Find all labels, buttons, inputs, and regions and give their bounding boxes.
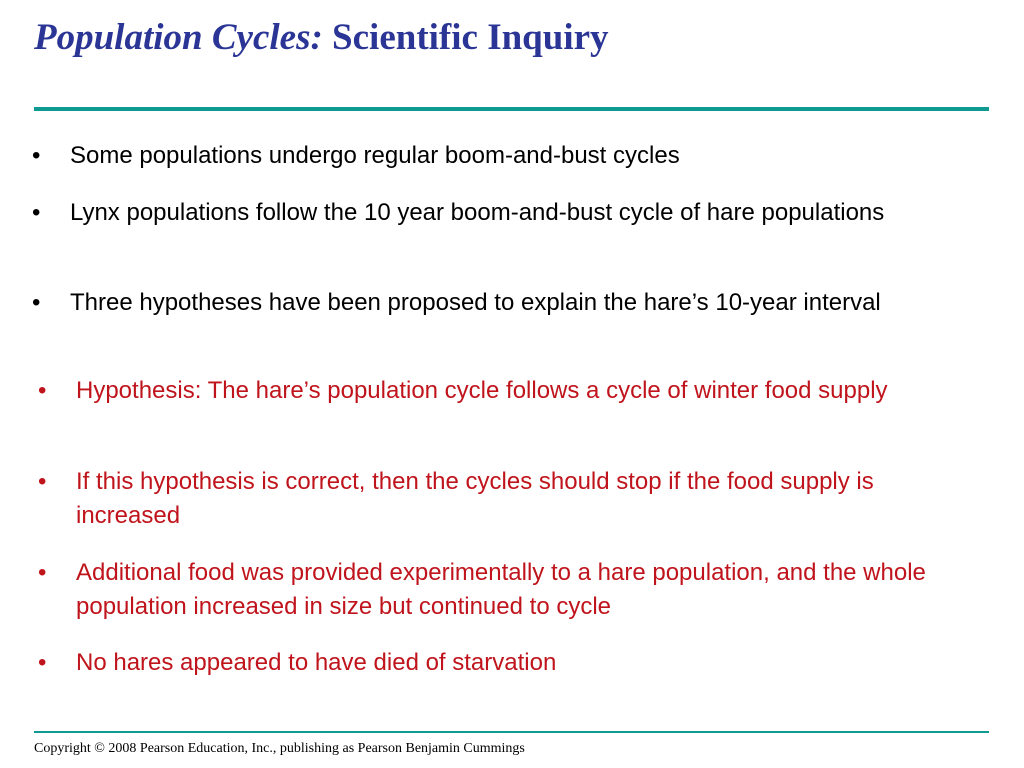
bullet-dot: • (32, 142, 41, 169)
bullet-dot: • (38, 559, 47, 586)
bullet-text: Lynx populations follow the 10 year boom-and-bust cycle of hare populations (70, 199, 885, 226)
bullet-text: No hares appeared to have died of starvation (76, 649, 557, 676)
bullet-text: Three hypotheses have been proposed to explain the hare’s 10-year interval (70, 289, 881, 316)
copyright-footer: Copyright © 2008 Pearson Education, Inc., publishing as Pearson Benjamin Cummings (34, 741, 525, 756)
bullet-item (38, 646, 978, 680)
bullet-text: Some populations undergo regular boom-and-bust cycles (70, 142, 680, 169)
bullet-item (32, 196, 972, 230)
slide-title (34, 14, 609, 62)
footer-divider (34, 731, 989, 733)
bullet-item (38, 465, 978, 533)
bullet-dot: • (38, 377, 47, 404)
slide-title-italic: Population Cycles: (34, 17, 323, 58)
bullet-item (32, 286, 972, 320)
bullet-item (38, 556, 978, 624)
bullet-text: Hypothesis: The hare’s population cycle follows a cycle of winter food supply (76, 377, 888, 404)
bullet-dot: • (32, 199, 41, 226)
bullet-text: Additional food was provided experimentally to a hare population, and the whole population increased in size but continued to cycle (76, 559, 926, 620)
bullet-dot: • (38, 649, 47, 676)
title-divider (34, 107, 989, 111)
bullet-dot: • (38, 468, 47, 495)
slide-title-rest: Scientific Inquiry (322, 17, 609, 58)
bullet-item (32, 139, 972, 173)
bullet-dot: • (32, 289, 41, 316)
bullet-text: If this hypothesis is correct, then the cycles should stop if the food supply is increased (76, 468, 874, 529)
bullet-item (38, 374, 978, 408)
